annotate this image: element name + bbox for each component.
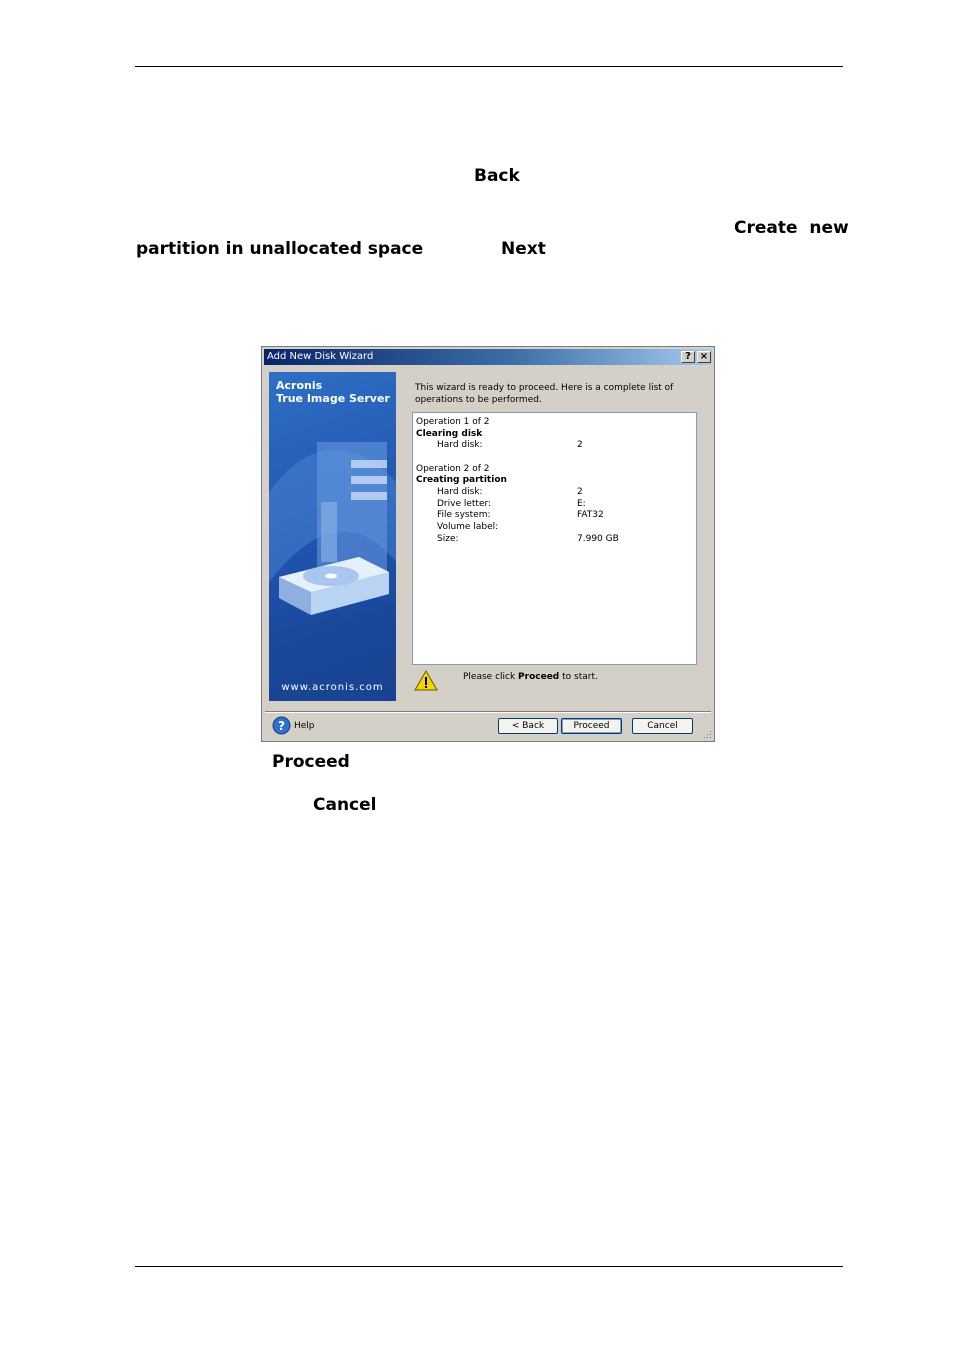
op1-detail-label: Hard disk: xyxy=(437,440,483,450)
text-proceed: Proceed xyxy=(272,752,350,772)
svg-text:?: ? xyxy=(278,719,285,733)
op2-drive-letter-value: E: xyxy=(577,499,586,509)
text-next: Next xyxy=(501,239,546,259)
button-separator xyxy=(265,711,711,713)
add-new-disk-wizard-dialog xyxy=(261,346,715,742)
status-suffix: to start. xyxy=(559,672,598,682)
hard-disk-illustration xyxy=(269,372,396,701)
operation-1-header: Operation 1 of 2 xyxy=(416,417,490,427)
cancel-button[interactable]: Cancel xyxy=(632,718,693,734)
op2-hard-disk-label: Hard disk: xyxy=(437,487,483,497)
help-link[interactable]: Help xyxy=(294,721,315,731)
op2-drive-letter-label: Drive letter: xyxy=(437,499,492,509)
wizard-sidebar-banner xyxy=(269,372,396,701)
op2-size-value: 7.990 GB xyxy=(577,534,619,544)
brand-name: Acronis xyxy=(276,379,323,392)
op2-volume-label-label: Volume label: xyxy=(437,522,499,532)
dialog-titlebar[interactable] xyxy=(264,349,712,365)
operations-list[interactable] xyxy=(412,412,697,665)
brand-product: True Image Server xyxy=(276,392,390,405)
back-button[interactable]: < Back xyxy=(498,718,558,734)
proceed-button[interactable]: Proceed xyxy=(561,718,622,734)
text-back: Back xyxy=(474,166,520,186)
op2-file-system-label: File system: xyxy=(437,510,491,520)
header-rule xyxy=(135,66,843,67)
text-partition-unallocated: partition in unallocated space xyxy=(136,239,424,259)
wizard-intro-text: This wizard is ready to proceed. Here is a complete list of operations to be performed. xyxy=(415,383,674,405)
resize-grip-icon[interactable] xyxy=(702,729,712,739)
status-message xyxy=(463,672,598,682)
dialog-title: Add New Disk Wizard xyxy=(267,351,374,362)
operation-1-title: Clearing disk xyxy=(416,429,483,439)
text-create-new: Create new xyxy=(734,218,849,238)
text-cancel: Cancel xyxy=(313,795,377,815)
warning-icon xyxy=(414,670,438,691)
help-title-button[interactable]: ? xyxy=(681,351,695,363)
op2-size-label: Size: xyxy=(437,534,459,544)
operation-2-header: Operation 2 of 2 xyxy=(416,464,490,474)
status-prefix: Please click xyxy=(463,672,519,682)
footer-rule xyxy=(135,1266,843,1267)
help-icon[interactable] xyxy=(272,716,291,735)
status-emphasis: Proceed xyxy=(518,672,560,682)
op2-file-system-value: FAT32 xyxy=(577,510,604,520)
close-button[interactable]: × xyxy=(697,351,711,363)
op1-detail-value: 2 xyxy=(577,440,583,450)
op2-hard-disk-value: 2 xyxy=(577,487,583,497)
acronis-url: www.acronis.com xyxy=(281,682,384,693)
operation-2-title: Creating partition xyxy=(416,475,507,485)
